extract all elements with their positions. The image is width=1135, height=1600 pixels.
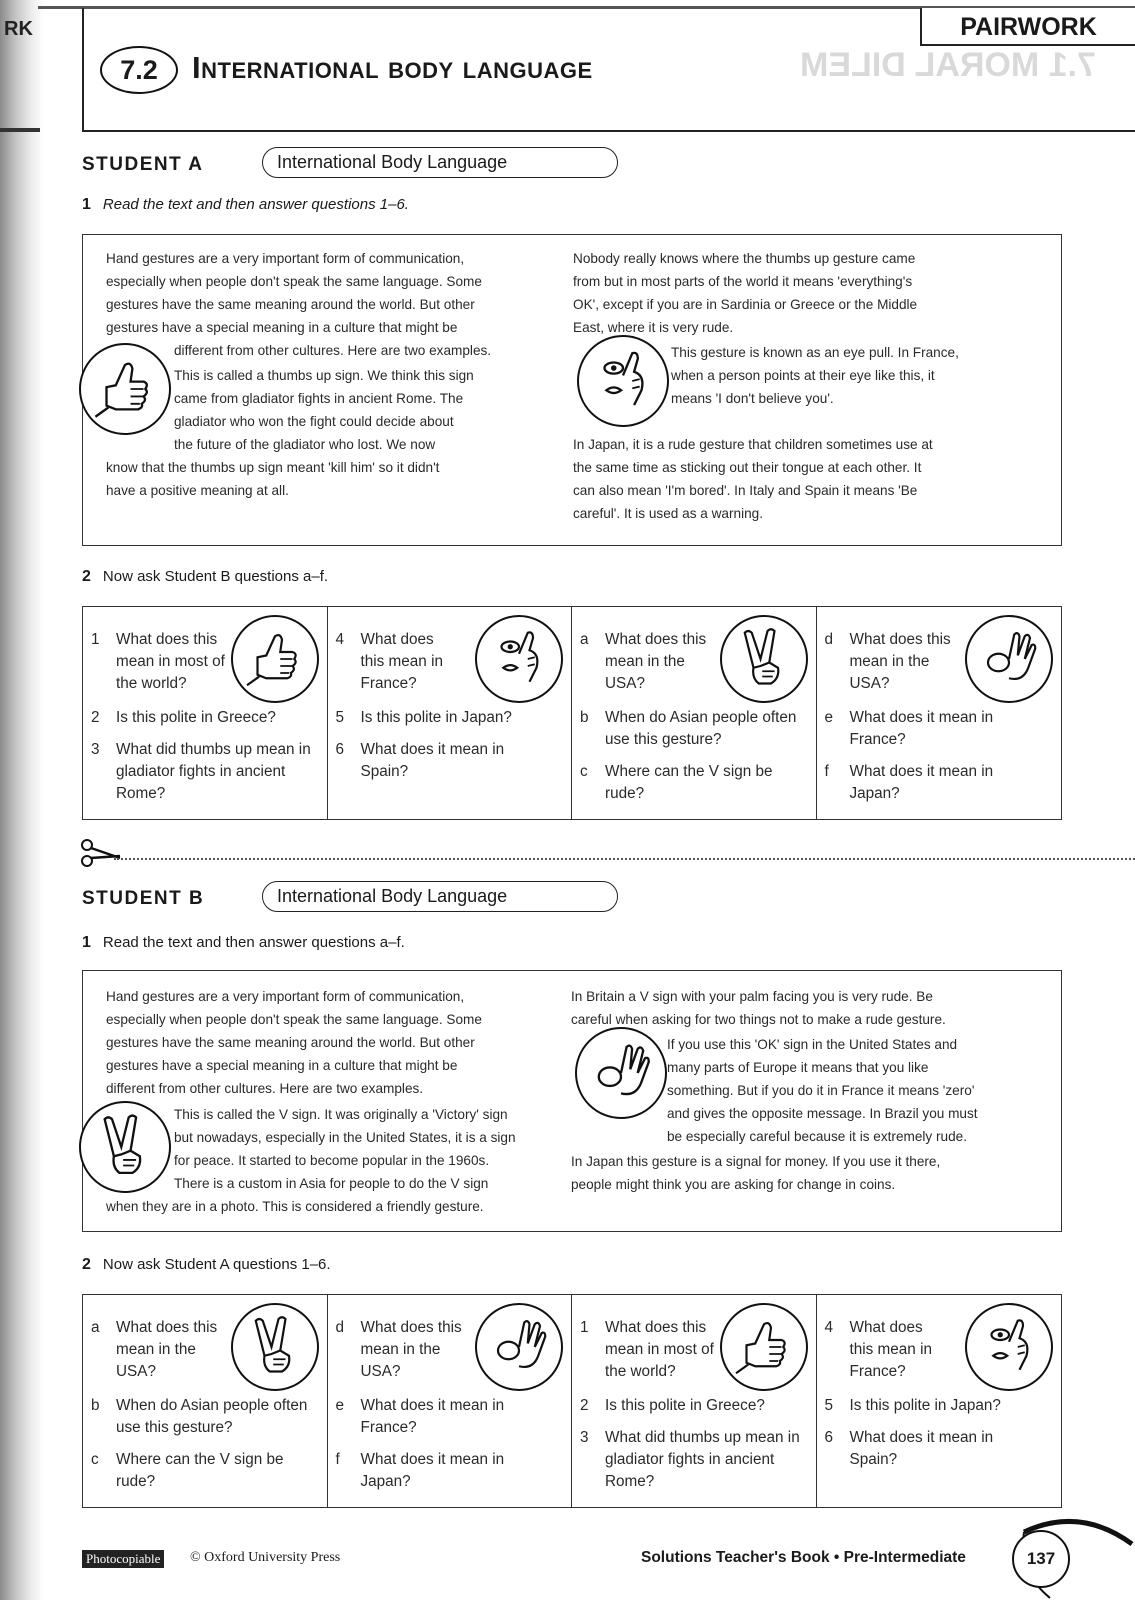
eye-pull-icon xyxy=(577,335,669,427)
question-number: f xyxy=(824,763,829,780)
text-line: have a positive meaning at all. xyxy=(106,483,289,498)
question xyxy=(91,739,319,805)
eye-pull-icon xyxy=(475,615,563,703)
instruction-text: Read the text and then answer questions a–f. xyxy=(102,934,405,951)
question-number: 6 xyxy=(335,741,345,758)
student-b-text-box xyxy=(82,970,1062,1232)
text-line: Nobody really knows where the thumbs up gesture came xyxy=(573,251,916,266)
question-text: What does this mean in most of the world? xyxy=(605,1319,714,1380)
question-text: What does this mean in France? xyxy=(360,631,443,692)
page-number: 137 xyxy=(1012,1530,1070,1588)
instruction-text: Now ask Student B questions a–f. xyxy=(102,568,329,585)
text-line: different from other cultures. Here are two examples. xyxy=(174,343,492,358)
student-b-heading: STUDENT B xyxy=(82,888,205,909)
question-number: a xyxy=(91,1319,100,1336)
thumbs-up-icon xyxy=(720,1303,808,1391)
question-number: 3 xyxy=(580,1429,589,1446)
student-b-instruction-2 xyxy=(82,1256,331,1274)
text-line: many parts of Europe it means that you like xyxy=(667,1060,929,1075)
thumbs-up-icon xyxy=(231,615,319,703)
ok-sign-icon xyxy=(475,1303,563,1391)
student-a-text-box xyxy=(82,234,1062,546)
question-number: b xyxy=(91,1397,100,1414)
question-number: 4 xyxy=(335,631,345,648)
text-line: for peace. It started to become popular in the 1960s. xyxy=(174,1153,490,1168)
unit-number: 7.2 xyxy=(100,46,178,94)
question-cell xyxy=(817,1295,1062,1507)
ok-sign-icon xyxy=(965,615,1053,703)
book-spine-shadow xyxy=(0,0,44,1600)
text-line: Hand gestures are a very important form of communication, xyxy=(106,989,465,1004)
question-text: What does it mean in Japan? xyxy=(360,1451,505,1490)
text-line: know that the thumbs up sign meant 'kill him' so it didn't xyxy=(106,460,440,475)
question xyxy=(580,1395,808,1417)
question-text: What does this mean in most of the world? xyxy=(116,631,225,692)
text-line: especially when people don't speak the same language. Some xyxy=(106,1012,482,1027)
question xyxy=(336,1395,536,1439)
spine-bar xyxy=(0,128,40,132)
question-number: e xyxy=(335,1397,345,1414)
text-line: be especially careful because it is extremely rude. xyxy=(667,1129,967,1144)
text-line: OK', except if you are in Sardinia or Greece or the Middle xyxy=(573,297,918,312)
question-text: What does this mean in the USA? xyxy=(360,1319,462,1380)
question-number: f xyxy=(335,1451,340,1468)
question-text: What does it mean in Japan? xyxy=(849,763,994,802)
text-line: This gesture is known as an eye pull. In France, xyxy=(671,345,959,360)
question xyxy=(580,1427,808,1493)
question xyxy=(825,1427,1035,1471)
question-text: What does it mean in France? xyxy=(360,1397,505,1436)
publisher-credit: © Oxford University Press xyxy=(190,1550,341,1565)
student-a-question-table xyxy=(82,606,1062,820)
question xyxy=(91,1395,313,1439)
page-title: International body language xyxy=(192,50,593,85)
question-text: Where can the V sign be rude? xyxy=(605,763,773,802)
text-line: means 'I don't believe you'. xyxy=(671,391,834,406)
question-text: What did thumbs up mean in gladiator fights in ancient Rome? xyxy=(605,1429,800,1490)
question xyxy=(580,707,800,751)
student-b-pill: International Body Language xyxy=(262,881,618,912)
question-number: d xyxy=(335,1319,345,1336)
text-line: gestures have a special meaning in a culture that might be xyxy=(106,320,458,335)
question-number: b xyxy=(580,709,589,726)
question-number: 4 xyxy=(824,1319,834,1336)
student-a-pill: International Body Language xyxy=(262,147,618,178)
pairwork-tag: PAIRWORK xyxy=(920,8,1135,46)
text-line: when a person points at their eye like this, it xyxy=(671,368,935,383)
instruction-number: 2 xyxy=(82,568,91,585)
question-number: c xyxy=(91,1451,99,1468)
question xyxy=(336,739,546,783)
instruction-number: 1 xyxy=(82,934,91,951)
question-text: What does this mean in the USA? xyxy=(116,1319,218,1380)
question xyxy=(336,707,564,729)
question-cell xyxy=(83,1295,328,1507)
question-text: What does this mean in France? xyxy=(849,1319,932,1380)
v-sign-icon xyxy=(79,1101,171,1193)
question xyxy=(336,1449,536,1493)
question-number: 2 xyxy=(580,1397,589,1414)
question xyxy=(91,707,319,729)
text-line: especially when people don't speak the same language. Some xyxy=(106,274,482,289)
text-line: gestures have a special meaning in a culture that might be xyxy=(106,1058,458,1073)
question-text: What does it mean in Spain? xyxy=(849,1429,994,1468)
question-cell xyxy=(572,607,817,819)
text-line: but nowadays, especially in the United States, it is a sign xyxy=(174,1130,516,1145)
question-cell xyxy=(328,1295,573,1507)
text-line: can also mean 'I'm bored'. In Italy and Spain it means 'Be xyxy=(573,483,918,498)
question xyxy=(580,629,708,695)
question-number: c xyxy=(580,763,588,780)
instruction-number: 2 xyxy=(82,1256,91,1273)
text-line: This is called a thumbs up sign. We think this sign xyxy=(174,368,474,383)
text-line: people might think you are asking for change in coins. xyxy=(571,1177,896,1192)
cut-line xyxy=(114,858,1135,860)
question xyxy=(91,1449,313,1493)
spine-text: RK xyxy=(4,18,33,40)
student-b-question-table xyxy=(82,1294,1062,1508)
ok-sign-icon xyxy=(575,1027,667,1119)
question-text: Is this polite in Japan? xyxy=(849,1397,1001,1414)
text-line: and gives the opposite message. In Brazil you must xyxy=(667,1106,978,1121)
question-text: What does it mean in France? xyxy=(849,709,994,748)
question-number: d xyxy=(824,631,834,648)
question-number: 2 xyxy=(91,709,100,726)
show-through-ghost-text: 7.1 MORAL DILEM xyxy=(800,46,1096,84)
eye-pull-icon xyxy=(965,1303,1053,1391)
question-cell xyxy=(328,607,573,819)
instruction-text: Now ask Student A questions 1–6. xyxy=(102,1256,331,1273)
question xyxy=(580,1317,715,1383)
text-line: In Britain a V sign with your palm facing you is very rude. Be xyxy=(571,989,933,1004)
question xyxy=(825,707,1025,751)
student-a-instruction-2 xyxy=(82,568,328,586)
question-number: a xyxy=(580,631,589,648)
question-number: 6 xyxy=(824,1429,834,1446)
v-sign-icon xyxy=(231,1303,319,1391)
question-text: What does it mean in Spain? xyxy=(360,741,505,780)
question xyxy=(825,1317,950,1383)
question-cell xyxy=(83,607,328,819)
question-text: Is this polite in Japan? xyxy=(360,709,512,726)
v-sign-icon xyxy=(720,615,808,703)
text-line: came from gladiator fights in ancient Rome. The xyxy=(174,391,464,406)
instruction-text: Read the text and then answer questions 1–6. xyxy=(102,196,409,213)
question-cell xyxy=(817,607,1062,819)
text-line: There is a custom in Asia for people to do the V sign xyxy=(174,1176,489,1191)
text-line: from but in most parts of the world it means 'everything's xyxy=(573,274,913,289)
question xyxy=(580,761,800,805)
question-number: e xyxy=(824,709,834,726)
text-line: when they are in a photo. This is considered a friendly gesture. xyxy=(106,1199,484,1214)
question-text: Is this polite in Greece? xyxy=(605,1397,765,1414)
question-text: Is this polite in Greece? xyxy=(116,709,276,726)
question-text: What does this mean in the USA? xyxy=(849,631,951,692)
text-line: careful when asking for two things not to make a rude gesture. xyxy=(571,1012,946,1027)
text-line: East, where it is very rude. xyxy=(573,320,734,335)
text-line: In Japan, it is a rude gesture that children sometimes use at xyxy=(573,437,933,452)
student-a-instruction-1 xyxy=(82,196,409,214)
text-line: If you use this 'OK' sign in the United States and xyxy=(667,1037,958,1052)
student-b-instruction-1 xyxy=(82,934,405,952)
question-text: What does this mean in the USA? xyxy=(605,631,707,692)
question-text: Where can the V sign be rude? xyxy=(116,1451,284,1490)
question-number: 5 xyxy=(335,709,345,726)
text-line: Hand gestures are a very important form of communication, xyxy=(106,251,465,266)
question-number: 3 xyxy=(91,741,100,758)
question xyxy=(91,629,226,695)
question-text: When do Asian people often use this gesture? xyxy=(605,709,797,748)
question xyxy=(336,629,461,695)
scissors-icon xyxy=(80,838,124,868)
photocopiable-label: Photocopiable xyxy=(82,1550,164,1568)
text-line: careful'. It is used as a warning. xyxy=(573,506,763,521)
question-number: 1 xyxy=(91,631,100,648)
instruction-number: 1 xyxy=(82,196,91,213)
text-line: the future of the gladiator who lost. We now xyxy=(174,437,436,452)
text-line: gestures have the same meaning around the world. But other xyxy=(106,297,475,312)
thumbs-up-icon xyxy=(79,343,171,435)
question-cell xyxy=(572,1295,817,1507)
text-line: This is called the V sign. It was originally a 'Victory' sign xyxy=(174,1107,508,1122)
text-line: gestures have the same meaning around the world. But other xyxy=(106,1035,475,1050)
text-line: something. But if you do it in France it means 'zero' xyxy=(667,1083,975,1098)
question xyxy=(825,1395,1053,1417)
question-number: 1 xyxy=(580,1319,589,1336)
question xyxy=(825,629,953,695)
text-line: gladiator who won the fight could decide about xyxy=(174,414,454,429)
text-line: the same time as sticking out their tongue at each other. It xyxy=(573,460,922,475)
question-text: When do Asian people often use this gesture? xyxy=(116,1397,308,1436)
question-number: 5 xyxy=(824,1397,834,1414)
text-line: In Japan this gesture is a signal for money. If you use it there, xyxy=(571,1154,941,1169)
book-title: Solutions Teacher's Book • Pre-Intermediate xyxy=(641,1549,966,1566)
question xyxy=(336,1317,464,1383)
student-a-heading: STUDENT A xyxy=(82,154,204,175)
text-line: different from other cultures. Here are two examples. xyxy=(106,1081,424,1096)
question-text: What did thumbs up mean in gladiator fights in ancient Rome? xyxy=(116,741,311,802)
question xyxy=(825,761,1025,805)
question xyxy=(91,1317,219,1383)
